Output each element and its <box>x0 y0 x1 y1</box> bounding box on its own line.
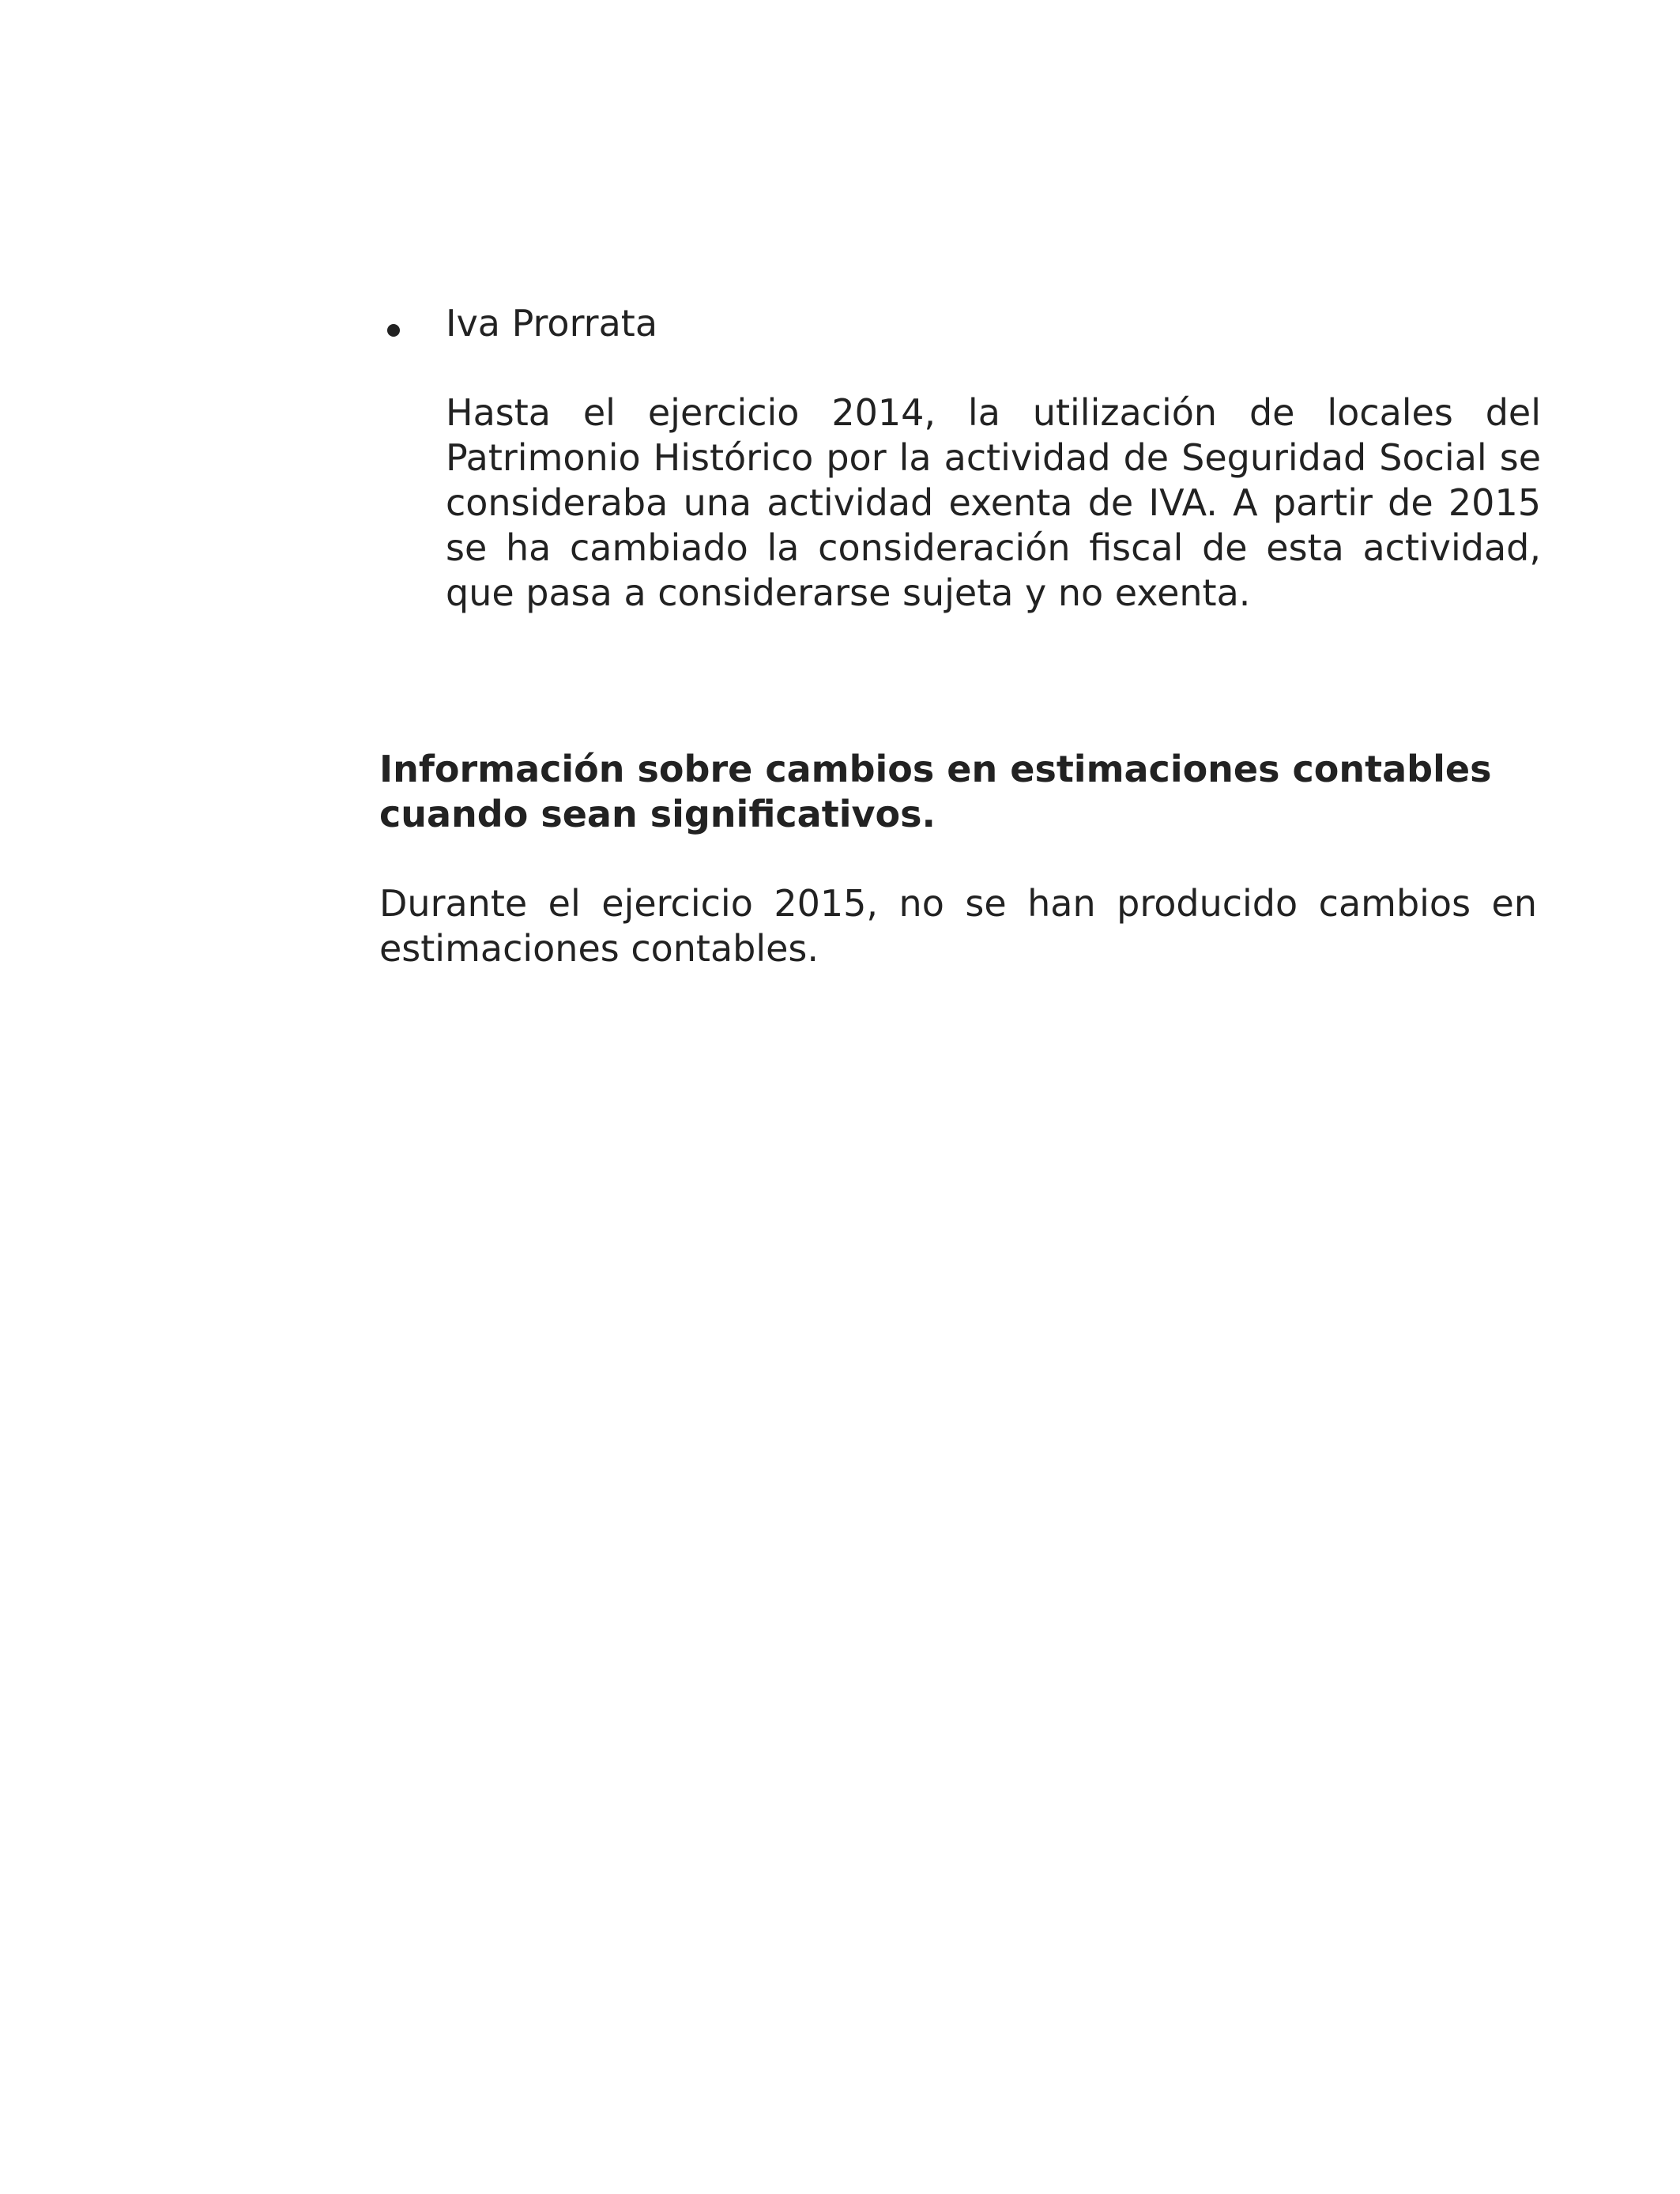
section-paragraph: Durante el ejercicio 2015, no se han producido cambios en estimaciones contables. <box>379 882 1537 970</box>
section-heading: Información sobre cambios en estimaciones contables cuando sean significativos. <box>379 748 1492 835</box>
bullet-paragraph: Hasta el ejercicio 2014, la utilización de locales del Patrimonio Histórico por la actividad de Seguridad Social se consideraba una actividad exenta de IVA. A partir de 2015 se ha cambiado la consideración fiscal de esta actividad, que pasa a considerarse sujeta y no exenta. <box>446 391 1541 614</box>
bullet-icon <box>387 324 400 337</box>
bullet-title: Iva Prorrata <box>446 302 658 345</box>
